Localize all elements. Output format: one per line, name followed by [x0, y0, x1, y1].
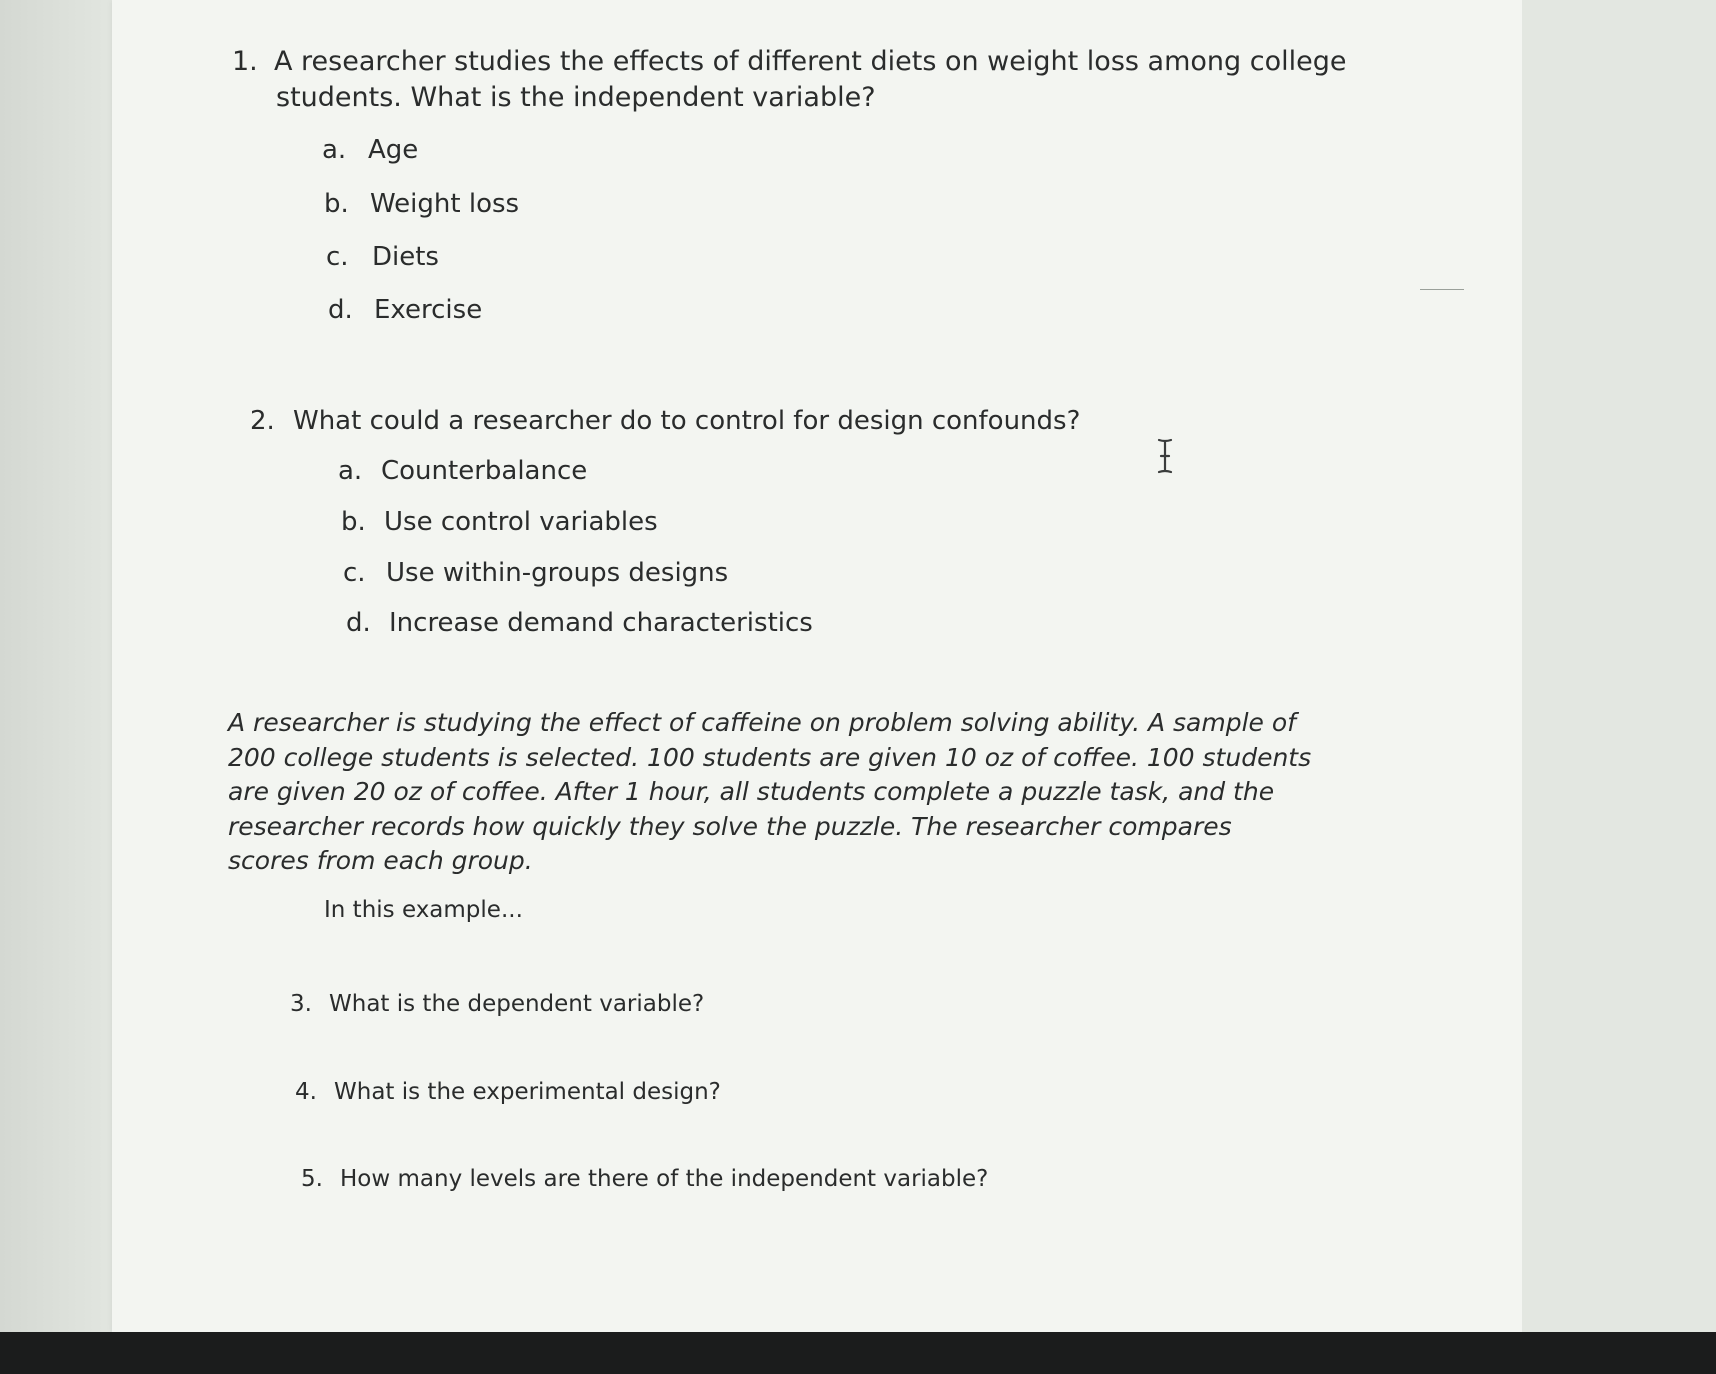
question-2-option-a: Counterbalance	[381, 456, 588, 486]
question-5-text: How many levels are there of the independent variable?	[340, 1166, 989, 1192]
question-3-text: What is the dependent variable?	[329, 991, 705, 1017]
question-1-option-b: Weight loss	[370, 189, 520, 219]
monitor-bezel-bottom	[0, 1332, 1716, 1374]
question-1-option-a: Age	[368, 135, 419, 165]
scenario-passage: A researcher is studying the effect of caffeine on problem solving ability. A sample of 200 college students is selected. 100 students are given 10 oz of coffee. 100 students are given 20 oz of coffee. After 1 hour, all students complete a puzzle task, and the researcher records how quickly they solve the puzzle. The researcher compares scores from each group.	[228, 708, 1312, 875]
question-1-option-a-letter: a.	[322, 135, 347, 165]
question-2-option-a-letter: a.	[338, 456, 363, 486]
question-4-text: What is the experimental design?	[334, 1079, 721, 1105]
right-margin-area	[1522, 0, 1716, 1332]
question-1-text-line2: students. What is the independent variable?	[276, 82, 876, 113]
left-margin-area	[0, 0, 112, 1332]
question-1-option-d: Exercise	[374, 295, 483, 325]
question-1-option-b-letter: b.	[324, 189, 349, 219]
question-1-text-line1: A researcher studies the effects of different diets on weight loss among college	[274, 46, 1347, 77]
question-2-number: 2.	[250, 406, 275, 436]
text-cursor-icon	[1156, 438, 1174, 474]
question-2-option-d: Increase demand characteristics	[389, 608, 813, 638]
question-2-text: What could a researcher do to control for design confounds?	[293, 406, 1081, 436]
question-2-option-c-letter: c.	[343, 558, 366, 588]
question-5-number: 5.	[301, 1166, 323, 1192]
question-1-option-c-letter: c.	[326, 242, 349, 272]
question-3-number: 3.	[290, 991, 312, 1017]
passage-intro: In this example...	[324, 897, 523, 923]
question-2-option-b-letter: b.	[341, 507, 366, 537]
question-2-option-b: Use control variables	[384, 507, 658, 537]
margin-mark	[1420, 289, 1464, 290]
question-1-number: 1.	[232, 46, 258, 77]
question-1-option-c: Diets	[372, 242, 439, 272]
question-4-number: 4.	[295, 1079, 317, 1105]
question-2-option-d-letter: d.	[346, 608, 371, 638]
question-2-option-c: Use within-groups designs	[386, 558, 729, 588]
question-1-option-d-letter: d.	[328, 295, 353, 325]
